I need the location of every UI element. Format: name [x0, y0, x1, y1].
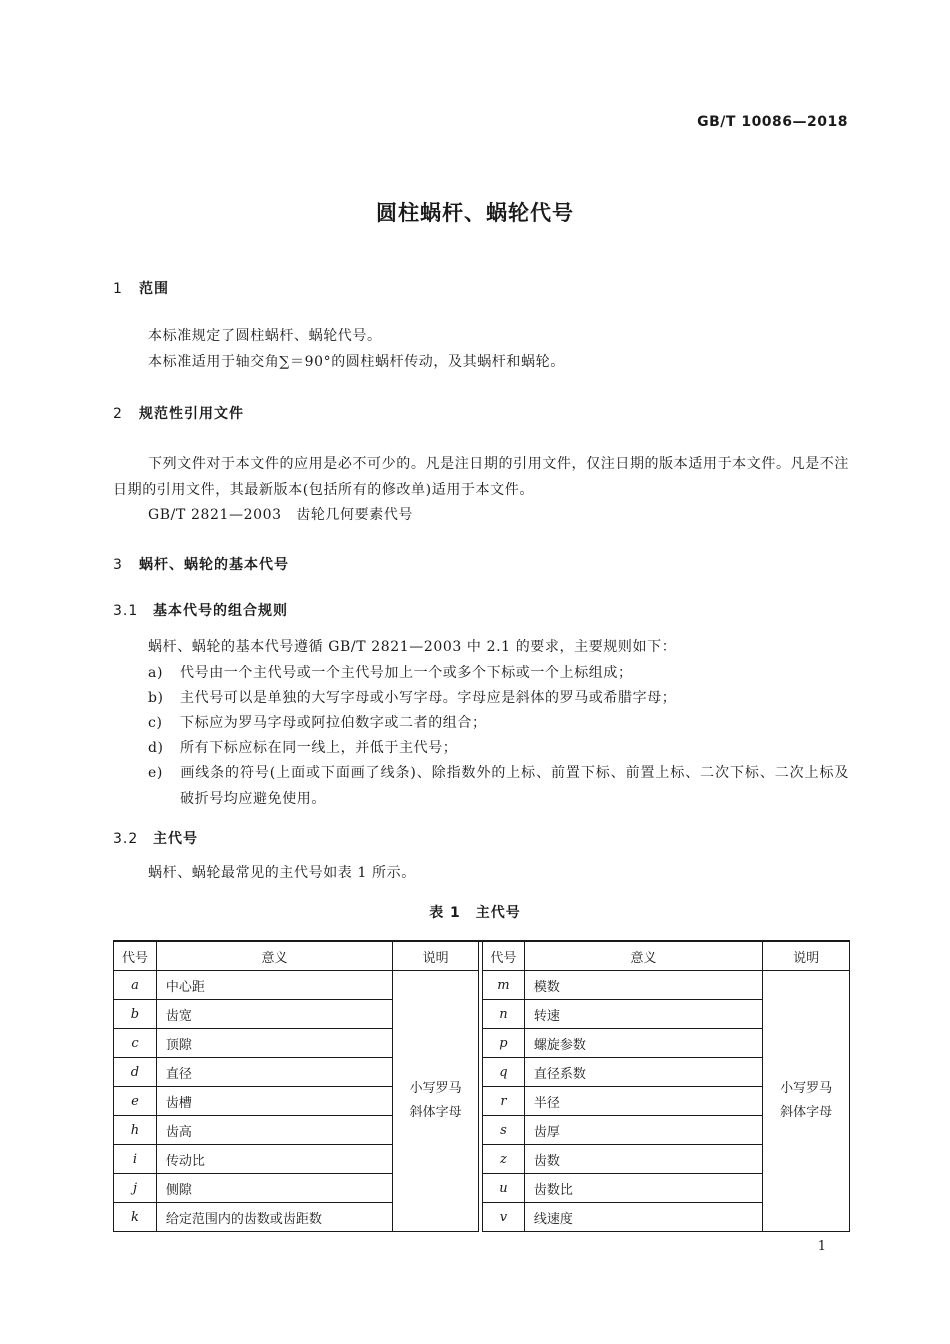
table-row — [114, 1145, 850, 1174]
section-3-1-heading — [113, 600, 288, 620]
meaning-cell: 齿数 — [524, 1145, 762, 1174]
meaning-cell: 模数 — [524, 971, 762, 1000]
symbol-cell: j — [114, 1174, 157, 1203]
list-item — [148, 710, 848, 736]
section-number: 2 — [113, 406, 123, 422]
page-number: 1 — [817, 1239, 826, 1254]
note-cell-right — [763, 971, 850, 1232]
list-text: 下标应为罗马字母或阿拉伯数字或二者的组合； — [180, 715, 487, 731]
symbol-cell: r — [482, 1087, 524, 1116]
meaning-cell: 直径 — [156, 1058, 392, 1087]
list-marker: d) — [148, 740, 164, 756]
meaning-cell: 线速度 — [524, 1203, 762, 1232]
note-cell-left — [393, 971, 479, 1232]
note-line: 小写罗马 — [780, 1081, 833, 1096]
paragraph: 下列文件对于本文件的应用是必不可少的。凡是注日期的引用文件，仅注日期的版本适用于本文件。凡是不注日期的引用文件，其最新版本(包括所有的修改单)适用于本文件。 — [113, 456, 849, 498]
meaning-cell: 齿数比 — [524, 1174, 762, 1203]
symbol-cell: d — [114, 1058, 157, 1087]
table-caption: 表 1 主代号 — [429, 905, 521, 921]
symbol-cell: u — [482, 1174, 524, 1203]
header-meaning: 意义 — [156, 941, 392, 971]
section-title: 基本代号的组合规则 — [153, 603, 288, 619]
section-number: 3.1 — [113, 603, 139, 619]
normative-reference: GB/T 2821—2003 齿轮几何要素代号 — [148, 507, 414, 523]
list-text: 所有下标应标在同一线上，并低于主代号； — [180, 740, 458, 756]
header-meaning: 意义 — [524, 941, 762, 971]
list-text: 代号由一个主代号或一个主代号加上一个或多个下标或一个上标组成； — [180, 665, 633, 681]
meaning-cell: 齿厚 — [524, 1116, 762, 1145]
meaning-cell: 齿槽 — [156, 1087, 392, 1116]
table-row — [114, 1087, 850, 1116]
symbol-cell: q — [482, 1058, 524, 1087]
meaning-cell: 侧隙 — [156, 1174, 392, 1203]
symbol-cell: m — [482, 971, 524, 1000]
table-row — [114, 1203, 850, 1232]
main-symbols-table — [113, 940, 850, 1232]
section-3-heading — [113, 554, 289, 574]
symbol-cell: z — [482, 1145, 524, 1174]
list-marker: a) — [148, 665, 164, 681]
symbol-cell: p — [482, 1029, 524, 1058]
meaning-cell: 直径系数 — [524, 1058, 762, 1087]
table-row — [114, 1058, 850, 1087]
table-row — [114, 971, 850, 1000]
header-symbol: 代号 — [482, 941, 524, 971]
symbol-cell: v — [482, 1203, 524, 1232]
paragraph: 蜗杆、蜗轮最常见的主代号如表 1 所示。 — [148, 865, 416, 881]
paragraph: 蜗杆、蜗轮的基本代号遵循 GB/T 2821—2003 中 2.1 的要求，主要规则如下： — [148, 639, 677, 655]
list-item — [148, 660, 848, 686]
list-item — [148, 760, 849, 812]
table-header-row — [114, 941, 850, 971]
document-title: 圆柱蜗杆、蜗轮代号 — [376, 201, 574, 225]
meaning-cell: 齿宽 — [156, 1000, 392, 1029]
list-marker: e) — [148, 765, 163, 781]
table-row — [114, 1174, 850, 1203]
section-number: 3.2 — [113, 831, 139, 847]
header-note: 说明 — [763, 941, 850, 971]
symbol-cell: s — [482, 1116, 524, 1145]
section-title: 范围 — [139, 281, 169, 297]
table-row — [114, 1116, 850, 1145]
symbol-cell: i — [114, 1145, 157, 1174]
list-text: 画线条的符号(上面或下面画了线条)、除指数外的上标、前置下标、前置上标、二次下标、二次上标及破折号均应避免使用。 — [180, 765, 849, 807]
section-3-2-heading — [113, 828, 198, 848]
symbol-cell: e — [114, 1087, 157, 1116]
list-marker: c) — [148, 715, 163, 731]
list-item — [148, 735, 848, 761]
list-item — [148, 685, 848, 711]
symbol-cell: n — [482, 1000, 524, 1029]
note-line: 斜体字母 — [780, 1105, 833, 1120]
meaning-cell: 半径 — [524, 1087, 762, 1116]
paragraph: 本标准适用于轴交角∑＝90°的圆柱蜗杆传动，及其蜗杆和蜗轮。 — [148, 354, 565, 370]
symbol-cell: b — [114, 1000, 157, 1029]
standard-code: GB/T 10086—2018 — [697, 114, 848, 130]
meaning-cell: 转速 — [524, 1000, 762, 1029]
section-number: 3 — [113, 557, 123, 573]
table-row — [114, 1029, 850, 1058]
section-title: 蜗杆、蜗轮的基本代号 — [139, 557, 289, 573]
section-1-heading — [113, 278, 169, 298]
meaning-cell: 传动比 — [156, 1145, 392, 1174]
header-note: 说明 — [393, 941, 479, 971]
note-line: 小写罗马 — [409, 1081, 462, 1096]
meaning-cell: 顶隙 — [156, 1029, 392, 1058]
paragraph: 本标准规定了圆柱蜗杆、蜗轮代号。 — [148, 328, 382, 344]
symbol-cell: a — [114, 971, 157, 1000]
section-2-heading — [113, 403, 244, 423]
header-symbol: 代号 — [114, 941, 157, 971]
meaning-cell: 中心距 — [156, 971, 392, 1000]
symbol-cell: h — [114, 1116, 157, 1145]
meaning-cell: 螺旋参数 — [524, 1029, 762, 1058]
list-text: 主代号可以是单独的大写字母或小写字母。字母应是斜体的罗马或希腊字母； — [180, 690, 677, 706]
symbol-cell: c — [114, 1029, 157, 1058]
list-marker: b) — [148, 690, 164, 706]
section-title: 主代号 — [153, 831, 198, 847]
meaning-cell: 齿高 — [156, 1116, 392, 1145]
meaning-cell: 给定范围内的齿数或齿距数 — [156, 1203, 392, 1232]
table-row — [114, 1000, 850, 1029]
section-number: 1 — [113, 281, 123, 297]
symbol-cell: k — [114, 1203, 157, 1232]
note-line: 斜体字母 — [409, 1105, 462, 1120]
section-title: 规范性引用文件 — [139, 406, 244, 422]
